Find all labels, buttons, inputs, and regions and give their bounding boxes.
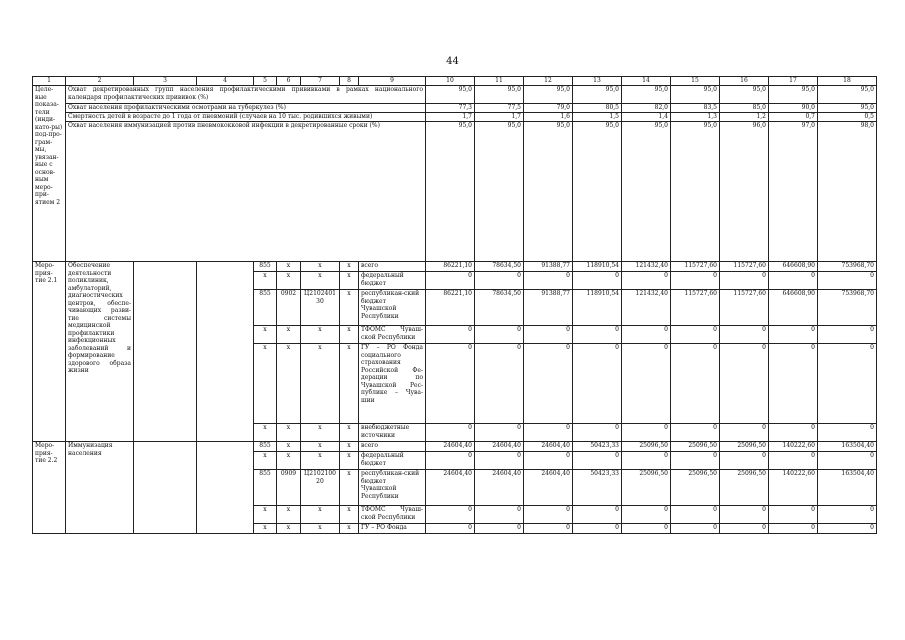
table-row xyxy=(33,262,877,272)
funding-value: 0 xyxy=(720,326,769,344)
program-table xyxy=(32,76,877,534)
funding-value: 140222,60 xyxy=(769,470,818,506)
budget-code: x xyxy=(254,424,277,442)
funding-value: 0 xyxy=(573,506,622,524)
funding-value: 25096,50 xyxy=(720,470,769,506)
funding-value: 0 xyxy=(720,506,769,524)
funding-value: 0 xyxy=(769,452,818,470)
indicator-value: 77,3 xyxy=(426,104,475,113)
funding-value: 140222,60 xyxy=(769,442,818,452)
indicator-value: 0,5 xyxy=(818,113,877,122)
indicator-value: 95,0 xyxy=(573,86,622,104)
indicator-name: Охват населения профилактическими осмотрами на туберкулез (%) xyxy=(66,104,426,113)
funding-value: 25096,50 xyxy=(720,442,769,452)
indicator-name: Охват декретированных групп населения профилактическими прививками в рамках национального календаря профилактических прививок (%) xyxy=(66,86,426,104)
funding-value: 0 xyxy=(671,506,720,524)
indicator-value: 97,0 xyxy=(769,122,818,262)
indicator-name: Охват населения иммунизацией против пневмококковой инфекции в декретированные сроки (%) xyxy=(66,122,426,262)
table-body xyxy=(33,77,877,534)
funding-value: 0 xyxy=(769,506,818,524)
column-header: 1 xyxy=(33,77,66,86)
indicator-value: 0,7 xyxy=(769,113,818,122)
section-code: x xyxy=(277,326,301,344)
section-code: x xyxy=(277,272,301,290)
expense-type-code: x xyxy=(340,326,359,344)
indicator-value: 79,0 xyxy=(524,104,573,113)
budget-code: x xyxy=(254,524,277,534)
indicator-value: 95,0 xyxy=(573,122,622,262)
indicator-value: 95,0 xyxy=(818,86,877,104)
section-code: x xyxy=(277,262,301,272)
indicator-name: Смертность детей в возрасте до 1 года от пневмоний (случаев на 10 тыс. родившихся живыми) xyxy=(66,113,426,122)
funding-value: 0 xyxy=(671,272,720,290)
expense-type-code: x xyxy=(340,470,359,506)
funding-value: 753968,70 xyxy=(818,262,877,272)
funding-value: 0 xyxy=(524,452,573,470)
funding-value: 0 xyxy=(769,326,818,344)
funding-value: 50423,33 xyxy=(573,470,622,506)
header-row xyxy=(33,77,877,86)
funding-value: 0 xyxy=(671,326,720,344)
funding-value: 0 xyxy=(475,326,524,344)
funding-value: 86221,10 xyxy=(426,262,475,272)
funding-value: 0 xyxy=(573,272,622,290)
column-header: 7 xyxy=(301,77,340,86)
funding-value: 0 xyxy=(720,452,769,470)
funding-value: 0 xyxy=(720,272,769,290)
expense-type-code: x xyxy=(340,524,359,534)
empty-cell xyxy=(197,262,254,442)
funding-value: 118910,54 xyxy=(573,290,622,326)
funding-value: 0 xyxy=(573,424,622,442)
indicator-value: 83,5 xyxy=(671,104,720,113)
budget-code: 855 xyxy=(254,262,277,272)
funding-value: 0 xyxy=(573,344,622,424)
empty-cell xyxy=(197,442,254,534)
funding-value: 0 xyxy=(671,344,720,424)
indicator-value: 95,0 xyxy=(524,86,573,104)
funding-value: 24604,40 xyxy=(426,442,475,452)
target-article-code: x xyxy=(301,424,340,442)
funding-value: 0 xyxy=(720,424,769,442)
funding-value: 91388,77 xyxy=(524,262,573,272)
funding-value: 0 xyxy=(573,524,622,534)
funding-value: 646608,90 xyxy=(769,262,818,272)
funding-value: 24604,40 xyxy=(475,470,524,506)
budget-code: x xyxy=(254,326,277,344)
page-number: 44 xyxy=(446,56,459,67)
funding-source: ГУ – РО Фонда xyxy=(359,524,426,534)
funding-value: 78634,50 xyxy=(475,262,524,272)
funding-value: 0 xyxy=(622,424,671,442)
indicator-value: 85,0 xyxy=(720,104,769,113)
empty-cell xyxy=(134,442,197,534)
expense-type-code: x xyxy=(340,442,359,452)
funding-value: 25096,50 xyxy=(622,442,671,452)
funding-value: 0 xyxy=(769,524,818,534)
target-article-code: x xyxy=(301,442,340,452)
funding-value: 0 xyxy=(426,452,475,470)
indicator-value: 82,0 xyxy=(622,104,671,113)
funding-value: 0 xyxy=(622,326,671,344)
budget-code: 855 xyxy=(254,442,277,452)
column-header: 9 xyxy=(359,77,426,86)
funding-value: 115727,60 xyxy=(671,290,720,326)
funding-value: 0 xyxy=(622,506,671,524)
indicator-value: 95,0 xyxy=(426,122,475,262)
section-code: x xyxy=(277,344,301,424)
indicator-value: 1,5 xyxy=(573,113,622,122)
funding-value: 0 xyxy=(720,524,769,534)
column-header: 18 xyxy=(818,77,877,86)
column-header: 5 xyxy=(254,77,277,86)
activity-name: Обеспечение деятельности поликлиник, амбулаторий, диагностических центров, обеспе-чивающих разви-тие системы медицинской профилактики инфекционных заболеваний и формирование здорового образа жизни xyxy=(66,262,134,442)
funding-value: 0 xyxy=(426,326,475,344)
target-article-code: x xyxy=(301,506,340,524)
funding-value: 115727,60 xyxy=(720,290,769,326)
funding-source: республикан-ский бюджет Чувашской Республики xyxy=(359,290,426,326)
funding-value: 0 xyxy=(426,524,475,534)
section-code: 0909 xyxy=(277,470,301,506)
indicator-value: 95,0 xyxy=(622,122,671,262)
section-code: x xyxy=(277,524,301,534)
funding-source: федеральный бюджет xyxy=(359,272,426,290)
column-header: 14 xyxy=(622,77,671,86)
indicator-value: 1,2 xyxy=(720,113,769,122)
target-article-code: x xyxy=(301,272,340,290)
funding-source: республикан-ский бюджет Чувашской Республики xyxy=(359,470,426,506)
indicator-value: 1,7 xyxy=(475,113,524,122)
budget-code: 855 xyxy=(254,470,277,506)
empty-cell xyxy=(134,262,197,442)
funding-value: 86221,10 xyxy=(426,290,475,326)
funding-value: 0 xyxy=(573,326,622,344)
funding-value: 0 xyxy=(426,344,475,424)
funding-value: 78634,50 xyxy=(475,290,524,326)
indicator-value: 77,5 xyxy=(475,104,524,113)
column-header: 6 xyxy=(277,77,301,86)
indicator-value: 95,0 xyxy=(818,104,877,113)
funding-value: 24604,40 xyxy=(524,442,573,452)
funding-value: 0 xyxy=(818,344,877,424)
section-code: x xyxy=(277,442,301,452)
indicator-value: 95,0 xyxy=(475,86,524,104)
column-header: 3 xyxy=(134,77,197,86)
funding-value: 0 xyxy=(475,506,524,524)
column-header: 15 xyxy=(671,77,720,86)
funding-value: 0 xyxy=(818,326,877,344)
activity-label: Меро-прия-тие 2.1 xyxy=(33,262,66,442)
column-header: 16 xyxy=(720,77,769,86)
funding-source: всего xyxy=(359,262,426,272)
funding-source: ТФОМС Чуваш-ской Республики xyxy=(359,506,426,524)
table-row xyxy=(33,113,877,122)
column-header: 2 xyxy=(66,77,134,86)
funding-value: 0 xyxy=(671,524,720,534)
target-article-code: x xyxy=(301,524,340,534)
funding-value: 0 xyxy=(475,272,524,290)
funding-value: 0 xyxy=(524,424,573,442)
column-header: 11 xyxy=(475,77,524,86)
budget-code: x xyxy=(254,506,277,524)
funding-value: 0 xyxy=(475,452,524,470)
table-row xyxy=(33,86,877,104)
funding-value: 0 xyxy=(818,506,877,524)
funding-source: ГУ – РО Фонда социального страхования Российской Фе-дерации по Чувашской Рес-публике – Чува-шии xyxy=(359,344,426,424)
column-header: 12 xyxy=(524,77,573,86)
indicator-value: 90,0 xyxy=(769,104,818,113)
indicator-value: 1,3 xyxy=(671,113,720,122)
indicator-value: 95,0 xyxy=(524,122,573,262)
funding-value: 0 xyxy=(524,272,573,290)
target-article-code: Ц2102401 30 xyxy=(301,290,340,326)
target-article-code: x xyxy=(301,262,340,272)
indicator-value: 80,5 xyxy=(573,104,622,113)
target-article-code: x xyxy=(301,326,340,344)
funding-value: 115727,60 xyxy=(671,262,720,272)
funding-value: 115727,60 xyxy=(720,262,769,272)
expense-type-code: x xyxy=(340,424,359,442)
indicator-value: 96,0 xyxy=(720,122,769,262)
indicator-value: 1,4 xyxy=(622,113,671,122)
funding-value: 0 xyxy=(818,452,877,470)
funding-value: 118910,54 xyxy=(573,262,622,272)
funding-value: 0 xyxy=(622,344,671,424)
indicator-value: 95,0 xyxy=(671,86,720,104)
target-article-code: x xyxy=(301,452,340,470)
funding-value: 0 xyxy=(524,506,573,524)
budget-code: x xyxy=(254,344,277,424)
funding-source: всего xyxy=(359,442,426,452)
section-code: 0902 xyxy=(277,290,301,326)
column-header: 8 xyxy=(340,77,359,86)
funding-value: 25096,50 xyxy=(671,442,720,452)
funding-value: 0 xyxy=(573,452,622,470)
funding-value: 25096,50 xyxy=(622,470,671,506)
table-row xyxy=(33,104,877,113)
expense-type-code: x xyxy=(340,344,359,424)
funding-value: 0 xyxy=(769,272,818,290)
funding-value: 0 xyxy=(475,424,524,442)
table-row xyxy=(33,122,877,262)
funding-value: 163504,40 xyxy=(818,470,877,506)
funding-value: 121432,40 xyxy=(622,262,671,272)
funding-value: 0 xyxy=(622,452,671,470)
funding-value: 0 xyxy=(475,524,524,534)
expense-type-code: x xyxy=(340,262,359,272)
funding-value: 0 xyxy=(818,424,877,442)
funding-value: 25096,50 xyxy=(671,470,720,506)
funding-source: федеральный бюджет xyxy=(359,452,426,470)
funding-value: 0 xyxy=(426,424,475,442)
funding-value: 24604,40 xyxy=(426,470,475,506)
funding-value: 0 xyxy=(769,344,818,424)
indicator-value: 95,0 xyxy=(769,86,818,104)
funding-value: 24604,40 xyxy=(524,470,573,506)
funding-source: ТФОМС Чуваш-ской Республики xyxy=(359,326,426,344)
funding-value: 646608,90 xyxy=(769,290,818,326)
indicator-value: 95,0 xyxy=(622,86,671,104)
indicator-value: 1,7 xyxy=(426,113,475,122)
activity-name: Иммунизация населения xyxy=(66,442,134,534)
section-code: x xyxy=(277,452,301,470)
funding-value: 163504,40 xyxy=(818,442,877,452)
column-header: 17 xyxy=(769,77,818,86)
funding-value: 0 xyxy=(671,424,720,442)
funding-value: 24604,40 xyxy=(475,442,524,452)
column-header: 4 xyxy=(197,77,254,86)
funding-value: 0 xyxy=(622,272,671,290)
indicator-value: 95,0 xyxy=(671,122,720,262)
target-article-code: Ц2102100 20 xyxy=(301,470,340,506)
funding-value: 50423,33 xyxy=(573,442,622,452)
funding-value: 0 xyxy=(426,272,475,290)
indicator-value: 95,0 xyxy=(720,86,769,104)
funding-value: 0 xyxy=(524,344,573,424)
funding-value: 0 xyxy=(426,506,475,524)
expense-type-code: x xyxy=(340,290,359,326)
funding-value: 0 xyxy=(524,326,573,344)
expense-type-code: x xyxy=(340,452,359,470)
funding-value: 0 xyxy=(622,524,671,534)
funding-value: 0 xyxy=(671,452,720,470)
funding-value: 0 xyxy=(769,424,818,442)
funding-source: внебюджетные источники xyxy=(359,424,426,442)
expense-type-code: x xyxy=(340,506,359,524)
funding-value: 0 xyxy=(720,344,769,424)
column-header: 13 xyxy=(573,77,622,86)
funding-value: 0 xyxy=(475,344,524,424)
target-article-code: x xyxy=(301,344,340,424)
column-header: 10 xyxy=(426,77,475,86)
table-row xyxy=(33,442,877,452)
expense-type-code: x xyxy=(340,272,359,290)
targets-label: Целе-вые показа-тели (инди-като-ры) под-про-грам-мы, увязан-ные с основ-ным меро-при-ятием 2 xyxy=(33,86,66,262)
funding-value: 753968,70 xyxy=(818,290,877,326)
budget-code: x xyxy=(254,452,277,470)
funding-value: 91388,77 xyxy=(524,290,573,326)
section-code: x xyxy=(277,506,301,524)
funding-value: 0 xyxy=(818,524,877,534)
indicator-value: 1,6 xyxy=(524,113,573,122)
budget-code: 855 xyxy=(254,290,277,326)
activity-label: Меро-прия-тие 2.2 xyxy=(33,442,66,534)
indicator-value: 98,0 xyxy=(818,122,877,262)
funding-value: 0 xyxy=(818,272,877,290)
indicator-value: 95,0 xyxy=(426,86,475,104)
budget-code: x xyxy=(254,272,277,290)
funding-value: 121432,40 xyxy=(622,290,671,326)
indicator-value: 95,0 xyxy=(475,122,524,262)
section-code: x xyxy=(277,424,301,442)
funding-value: 0 xyxy=(524,524,573,534)
